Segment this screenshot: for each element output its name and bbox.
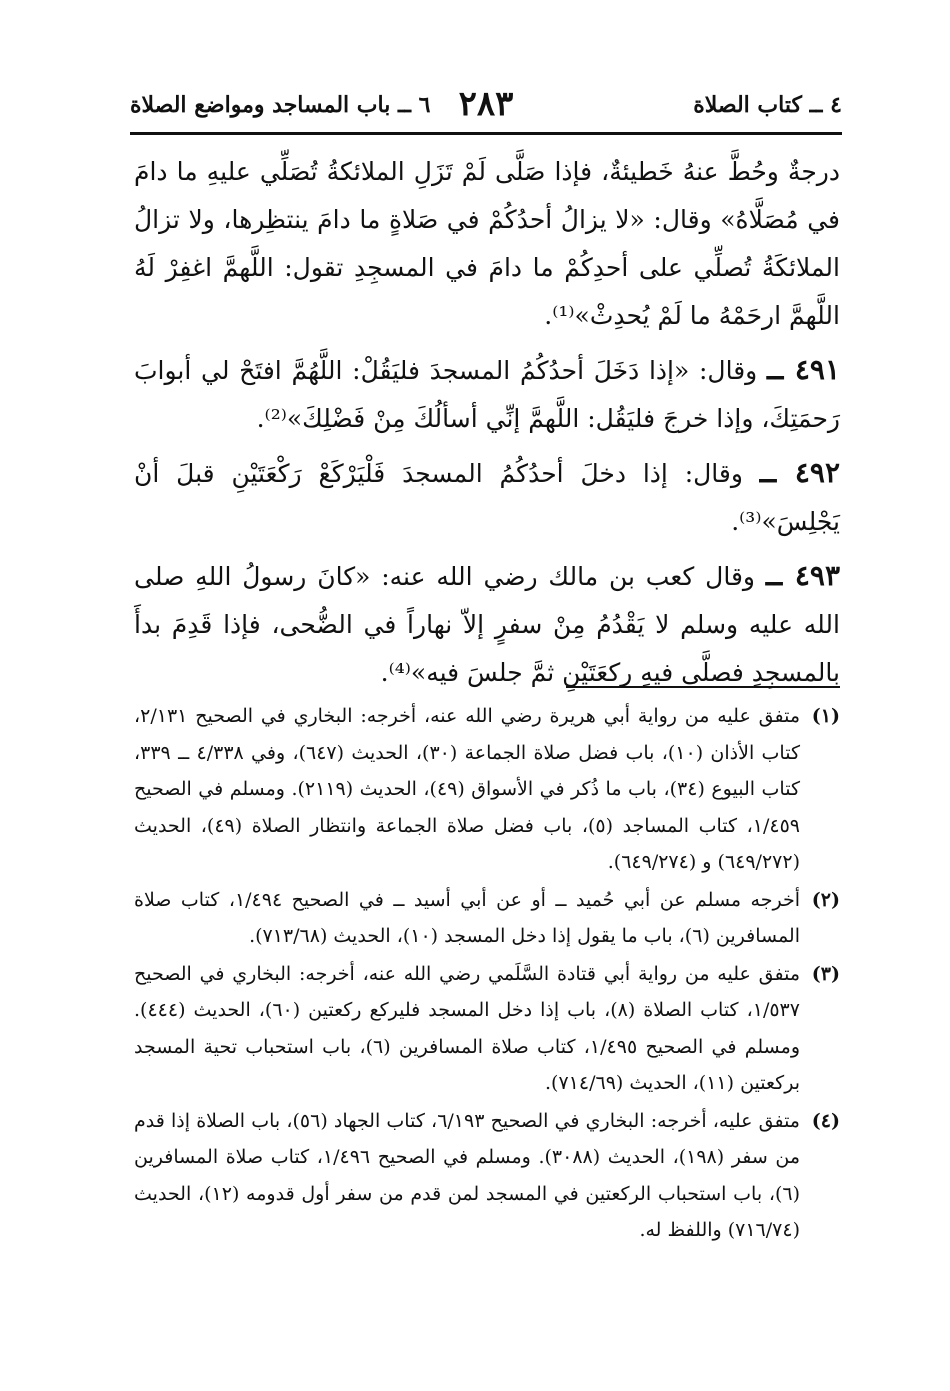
header-chapter-title: ٦ ــ باب المساجد ومواضع الصلاة (130, 92, 431, 118)
header-book-title: ٤ ــ كتاب الصلاة (693, 92, 842, 118)
footnote-separator (566, 686, 840, 688)
paragraph-continuation: درجةٌ وحُطَّ عنهُ خَطيئةٌ، فإذا صَلَّى لَمْ تَزَلِ الملائكةُ تُصَلِّي عليهِ ما دامَ في مُصَلَّاهُ» وقال: «لا يزالُ أحدُكُمْ في صَلاةٍ ما دامَ ينتظِرها، ولا تزالُ الملائكَةُ تُصلِّي على أحدِكُمْ ما دامَ في المسجِدِ تقول: اللَّهمَّ اغفِرْ لَهُ اللَّهمَّ ارحَمْهُ ما لَمْ يُحدِثْ»⁽¹⁾. (134, 157, 840, 330)
footnote-item (134, 956, 840, 1102)
page-number: ٢٨٣ (458, 84, 514, 124)
footnote-item (134, 1103, 840, 1249)
footnote-item (134, 698, 840, 881)
hadith-492 (134, 449, 840, 546)
hadith-number: ٤٩٣ ــ (765, 559, 841, 592)
hadith-number: ٤٩٢ ــ (759, 456, 840, 489)
main-text (134, 148, 840, 703)
hadith-493 (134, 552, 840, 697)
footnote-marker: (٣) (811, 962, 840, 985)
footnote-item (134, 882, 840, 955)
hadith-text: وقال: «إذا دَخَلَ أحدُكُمُ المسجدَ فليَقُلْ: اللَّهُمَّ افتَحْ لي أبوابَ رَحمَتِكَ، وإذا خرجَ فليَقُل: اللَّهمَّ إنِّي أسألُكَ مِنْ فَضْلِكَ»⁽²⁾. (134, 356, 840, 433)
footnote-marker: (٤) (811, 1109, 840, 1132)
footnotes (134, 698, 840, 1250)
footnote-marker: (٢) (811, 888, 840, 911)
header-rule (130, 132, 842, 135)
footnote-text: أخرجه مسلم عن أبي حُميد ــ أو عن أبي أسيد ــ في الصحيح ١/٤٩٤، كتاب صلاة المسافرين (٦)، باب ما يقول إذا دخل المسجد (١٠)، الحديث (٧١٣/٦٨). (134, 888, 800, 947)
footnote-text: متفق عليه، أخرجه: البخاري في الصحيح ٦/١٩٣، كتاب الجهاد (٥٦)، باب الصلاة إذا قدم من سفر (١٩٨)، الحديث (٣٠٨٨). ومسلم في الصحيح ١/٤٩٦، كتاب صلاة المسافرين (٦)، باب استحباب الركعتين في المسجد لمن قدم من سفر أول قدومه (١٢)، الحديث (٧١٦/٧٤) واللفظ له. (134, 1109, 801, 1241)
hadith-491 (134, 346, 840, 443)
footnote-text: متفق عليه من رواية أبي قتادة السَّلَمي رضي الله عنه، أخرجه: البخاري في الصحيح ١/٥٣٧، كتاب الصلاة (٨)، باب إذا دخل المسجد فليركع ركعتين (٦٠)، الحديث (٤٤٤). ومسلم في الصحيح ١/٤٩٥، كتاب صلاة المسافرين (٦)، باب استحباب تحية المسجد بركعتين (١١)، الحديث (٧١٤/٦٩). (134, 962, 800, 1094)
footnote-marker: (١) (811, 705, 840, 727)
hadith-text: وقال: إذا دخلَ أحدُكُمُ المسجدَ فَلْيَرْكَعْ رَكْعَتَيْنِ قبلَ أنْ يَجْلِسَ»⁽³⁾. (134, 459, 840, 536)
footnote-text: متفق عليه من رواية أبي هريرة رضي الله عنه، أخرجه: البخاري في الصحيح ٢/١٣١، كتاب الأذان (١٠)، باب فضل صلاة الجماعة (٣٠)، الحديث (٦٤٧)، وفي ٤/٣٣٨ ــ ٣٣٩، كتاب البيوع (٣٤)، باب ما ذُكر في الأسواق (٤٩)، الحديث (٢١١٩). ومسلم في الصحيح ١/٤٥٩، كتاب المساجد (٥)، باب فضل صلاة الجماعة وانتظار الصلاة (٤٩)، الحديث (٦٤٩/٢٧٢) و (٦٤٩/٢٧٤). (134, 705, 800, 873)
running-header (130, 84, 842, 130)
hadith-number: ٤٩١ ــ (766, 353, 840, 386)
hadith-text: وقال كعب بن مالك رضي الله عنه: «كانَ رسولُ اللهِ صلى الله عليه وسلم لا يَقْدُمُ مِنْ سفرٍ إلاّ نهاراً في الضُّحى، فإذا قَدِمَ بدأَ بالمسجِدِ فصلَّى فيهِ ركعَتَيْنِ ثمَّ جلسَ فيه»⁽⁴⁾. (134, 562, 840, 687)
